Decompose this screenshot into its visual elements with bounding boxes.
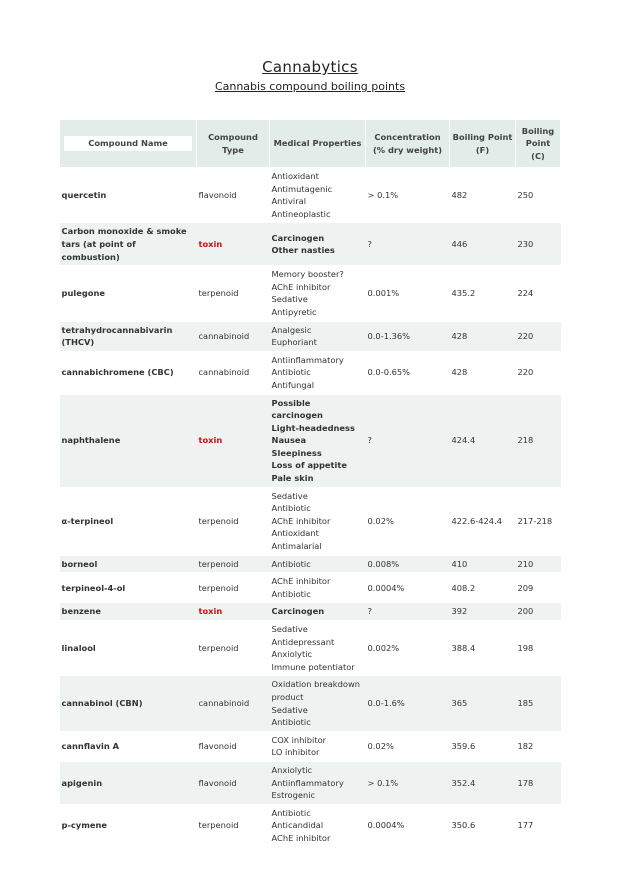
medical-properties-cell — [270, 573, 366, 603]
page-title: Cannabytics — [262, 58, 358, 76]
medical-properties-cell — [270, 731, 366, 761]
medical-property: Antineoplastic — [271, 208, 331, 219]
medical-property: Antibiotic — [271, 588, 311, 599]
compound-type-cell: toxin — [197, 394, 270, 487]
medical-property: Anxiolytic — [271, 764, 313, 775]
boiling-point-c-cell: 210 — [516, 555, 561, 573]
boiling-point-f-cell: 424.4 — [450, 394, 516, 487]
table-body — [60, 168, 561, 847]
compound-type-cell: terpenoid — [197, 573, 270, 603]
medical-properties-cell — [270, 487, 366, 555]
compound-name-cell: p-cymene — [60, 804, 197, 846]
compound-type-cell: terpenoid — [197, 487, 270, 555]
compound-name-cell: tetrahydrocannabivarin (THCV) — [60, 321, 197, 351]
medical-property: Sleepiness — [271, 447, 322, 458]
table-row — [60, 168, 561, 223]
boiling-point-c-cell: 220 — [516, 351, 561, 394]
medical-properties-cell — [270, 761, 366, 804]
medical-property: Light-headedness — [271, 422, 355, 433]
medical-property: Sedative — [271, 704, 308, 715]
medical-property: AChE inhibitor — [271, 832, 331, 843]
concentration-cell: 0.02% — [366, 487, 450, 555]
medical-property: Antipyretic — [271, 306, 317, 317]
compound-type-cell: toxin — [197, 603, 270, 621]
concentration-cell: 0.0-1.36% — [366, 321, 450, 351]
medical-property: Antioxidant — [271, 528, 319, 539]
boiling-point-c-cell: 177 — [516, 804, 561, 846]
boiling-point-f-cell: 482 — [450, 168, 516, 223]
boiling-point-f-cell: 365 — [450, 676, 516, 731]
concentration-cell: ? — [366, 394, 450, 487]
concentration-cell: 0.0-1.6% — [366, 676, 450, 731]
medical-property: AChE inhibitor — [271, 281, 331, 292]
concentration-cell: 0.008% — [366, 555, 450, 573]
table-row — [60, 573, 561, 603]
compound-table — [59, 119, 561, 847]
medical-properties-cell — [270, 555, 366, 573]
compound-type-cell: cannabinoid — [197, 321, 270, 351]
medical-properties-cell — [270, 621, 366, 676]
medical-property: Anticandidal — [271, 820, 324, 831]
medical-property: Carcinogen — [271, 232, 325, 243]
medical-property: Memory booster? — [271, 269, 344, 280]
medical-property: Antibiotic — [271, 558, 311, 569]
table-row — [60, 266, 561, 321]
medical-property: Sedative — [271, 294, 308, 305]
medical-property: Oxidation breakdown product — [271, 679, 361, 702]
table-row — [60, 621, 561, 676]
medical-property: Antibiotic — [271, 367, 311, 378]
table-header-row — [60, 120, 561, 168]
boiling-point-c-cell: 218 — [516, 394, 561, 487]
compound-type-cell: cannabinoid — [197, 676, 270, 731]
medical-property: AChE inhibitor — [271, 515, 331, 526]
concentration-cell: > 0.1% — [366, 168, 450, 223]
compound-type-cell: flavonoid — [197, 731, 270, 761]
medical-property: Antidepressant — [271, 636, 335, 647]
medical-properties-cell — [270, 603, 366, 621]
compound-name-cell: pulegone — [60, 266, 197, 321]
boiling-point-f-cell: 410 — [450, 555, 516, 573]
medical-property: Loss of appetite — [271, 460, 347, 471]
compound-type-cell: flavonoid — [197, 761, 270, 804]
concentration-cell: ? — [366, 223, 450, 266]
concentration-cell: 0.002% — [366, 621, 450, 676]
medical-property: Antibiotic — [271, 717, 311, 728]
boiling-point-c-cell: 178 — [516, 761, 561, 804]
compound-name-cell: linalool — [60, 621, 197, 676]
table-row — [60, 761, 561, 804]
boiling-point-c-cell: 220 — [516, 321, 561, 351]
compound-name-cell: cannabinol (CBN) — [60, 676, 197, 731]
medical-properties-cell — [270, 223, 366, 266]
compound-type-cell: cannabinoid — [197, 351, 270, 394]
compound-type-cell: terpenoid — [197, 266, 270, 321]
medical-property: LO inhibitor — [271, 747, 320, 758]
concentration-cell: > 0.1% — [366, 761, 450, 804]
medical-property: Antimalarial — [271, 541, 322, 552]
boiling-point-c-cell: 230 — [516, 223, 561, 266]
table-row — [60, 676, 561, 731]
concentration-cell: ? — [366, 603, 450, 621]
medical-property: Sedative — [271, 490, 308, 501]
boiling-point-f-cell: 350.6 — [450, 804, 516, 846]
medical-property: AChE inhibitor — [271, 576, 331, 587]
compound-type-cell: flavonoid — [197, 168, 270, 223]
compound-name-cell: α-terpineol — [60, 487, 197, 555]
compound-name-cell: apigenin — [60, 761, 197, 804]
boiling-point-c-cell: 217-218 — [516, 487, 561, 555]
boiling-point-f-cell: 435.2 — [450, 266, 516, 321]
column-header-compound-type: Compound Type — [197, 120, 270, 168]
compound-name-cell: terpineol-4-ol — [60, 573, 197, 603]
boiling-point-c-cell: 209 — [516, 573, 561, 603]
medical-property: Immune potentiator — [271, 661, 355, 672]
medical-property: Antibiotic — [271, 503, 311, 514]
boiling-point-f-cell: 446 — [450, 223, 516, 266]
medical-properties-cell — [270, 168, 366, 223]
concentration-cell: 0.0004% — [366, 573, 450, 603]
table-row — [60, 394, 561, 487]
compound-name-cell: Carbon monoxide & smoke tars (at point of combustion) — [60, 223, 197, 266]
medical-property: Other nasties — [271, 245, 335, 256]
medical-property: Antimutagenic — [271, 183, 333, 194]
medical-property: COX inhibitor — [271, 734, 327, 745]
boiling-point-f-cell: 388.4 — [450, 621, 516, 676]
medical-properties-cell — [270, 351, 366, 394]
medical-property: Analgesic — [271, 324, 312, 335]
column-header-concentration: Concentration (% dry weight) — [366, 120, 450, 168]
compound-type-cell: terpenoid — [197, 804, 270, 846]
column-header-medical-properties: Medical Properties — [270, 120, 366, 168]
medical-property: Nausea — [271, 435, 307, 446]
table-row — [60, 321, 561, 351]
boiling-point-f-cell: 392 — [450, 603, 516, 621]
medical-property: Antiviral — [271, 196, 307, 207]
compound-name-cell: quercetin — [60, 168, 197, 223]
medical-property: Euphoriant — [271, 337, 317, 348]
table-row — [60, 731, 561, 761]
table-row — [60, 351, 561, 394]
medical-property: Antifungal — [271, 379, 315, 390]
medical-properties-cell — [270, 394, 366, 487]
boiling-point-f-cell: 422.6-424.4 — [450, 487, 516, 555]
boiling-point-c-cell: 200 — [516, 603, 561, 621]
compound-name-cell: cannflavin A — [60, 731, 197, 761]
boiling-point-c-cell: 224 — [516, 266, 561, 321]
concentration-cell: 0.02% — [366, 731, 450, 761]
boiling-point-c-cell: 185 — [516, 676, 561, 731]
column-header-compound-name: Compound Name — [60, 120, 197, 168]
compound-name-cell: naphthalene — [60, 394, 197, 487]
boiling-point-f-cell: 408.2 — [450, 573, 516, 603]
concentration-cell: 0.001% — [366, 266, 450, 321]
medical-property: Antiinflammatory — [271, 354, 344, 365]
medical-properties-cell — [270, 804, 366, 846]
table-row — [60, 804, 561, 846]
page-subtitle: Cannabis compound boiling points — [214, 80, 406, 93]
medical-properties-cell — [270, 321, 366, 351]
compound-type-cell: terpenoid — [197, 621, 270, 676]
medical-property: Anxiolytic — [271, 649, 313, 660]
compound-name-cell: borneol — [60, 555, 197, 573]
table-row — [60, 487, 561, 555]
column-header-boiling-point-c: Boiling Point (C) — [516, 120, 561, 168]
medical-properties-cell — [270, 266, 366, 321]
compound-name-cell: benzene — [60, 603, 197, 621]
compound-type-cell: toxin — [197, 223, 270, 266]
boiling-point-f-cell: 359.6 — [450, 731, 516, 761]
medical-property: Sedative — [271, 624, 308, 634]
table-row — [60, 603, 561, 621]
boiling-point-c-cell: 198 — [516, 621, 561, 676]
boiling-point-f-cell: 352.4 — [450, 761, 516, 804]
boiling-point-c-cell: 250 — [516, 168, 561, 223]
boiling-point-f-cell: 428 — [450, 351, 516, 394]
concentration-cell: 0.0-0.65% — [366, 351, 450, 394]
medical-property: Antiinflammatory — [271, 777, 344, 788]
column-header-boiling-point-f: Boiling Point (F) — [450, 120, 516, 168]
medical-property: Possible carcinogen — [271, 397, 323, 421]
medical-properties-cell — [270, 676, 366, 731]
concentration-cell: 0.0004% — [366, 804, 450, 846]
table-row — [60, 223, 561, 266]
medical-property: Carcinogen — [271, 606, 325, 617]
table-row — [60, 555, 561, 573]
medical-property: Pale skin — [271, 473, 314, 484]
compound-name-cell: cannabichromene (CBC) — [60, 351, 197, 394]
medical-property: Estrogenic — [271, 790, 316, 801]
boiling-point-c-cell: 182 — [516, 731, 561, 761]
medical-property: Antioxidant — [271, 171, 319, 181]
boiling-point-f-cell: 428 — [450, 321, 516, 351]
compound-type-cell: terpenoid — [197, 555, 270, 573]
medical-property: Antibiotic — [271, 807, 311, 818]
